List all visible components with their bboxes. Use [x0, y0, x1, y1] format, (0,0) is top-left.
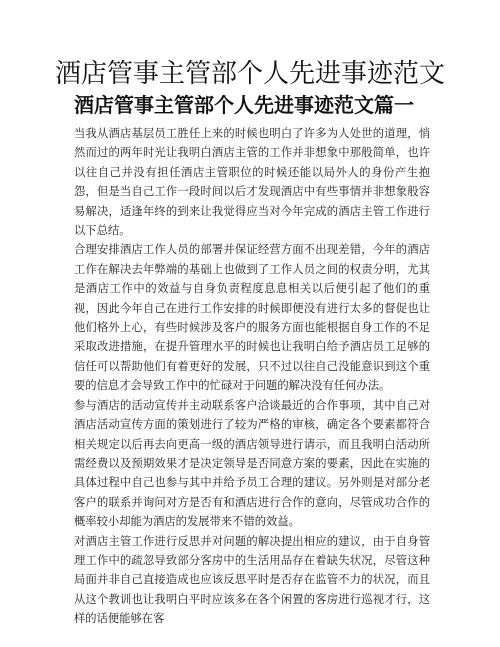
section-heading: 酒店管事主管部个人先进事迹范文篇一 [74, 93, 414, 117]
paragraph-4: 对酒店主管工作进行反思并对问题的解决提出相应的建议，由于自身管理工作中的疏忽导致部分客房中的生活用品存在着缺失状况，尽管这种局面并非自己直接造成也应该反思平时是否存在监管不力的状况，而且从这个教训也让我明白平时应该多在各个闲置的客房进行巡视才行，这样的话便能够在客 [74, 534, 430, 626]
document-title: 酒店管事主管部个人先进事迹范文 [54, 59, 445, 89]
paragraph-1: 当我从酒店基层员工胜任上来的时候也明白了许多为人处世的道理，悄然而过的两年时光让我明白酒店主管的工作并非想象中那般简单，也许以往自己并没有担任酒店主管职位的时候还能以局外人的身份产生抱怨，但是当自己工作一段时间以后才发现酒店中有些事情并非想象般容易解决，适逢年终的到来让我觉得应当对今年完成的酒店主管工作进行以下总结。 [74, 127, 430, 238]
paragraph-3: 参与酒店的活动宣传并主动联系客户洽谈最近的合作事项，其中自己对酒店活动宣传方面的策划进行了较为严格的审核，确定各个要素都符合相关规定以后再去向更高一级的酒店领导进行请示，而且我明白活动所需经费以及预期效果才是决定领导是否同意方案的要素，因此在实施的具体过程中自己也参与其中并给予员工合理的建议。另外则是对部分老客户的联系并询问对方是否有和酒店进行合作的意向，尽管成功合作的概率较小却能为酒店的发展带来不错的效益。 [74, 398, 430, 529]
paragraph-2: 合理安排酒店工作人员的部署并保证经营方面不出现差错，今年的酒店工作在解决去年弊端的基础上也做到了工作人员之间的权责分明，尤其是酒店工作中的效益与自身负责程度息息相关以后便引起了他们的重视，因此今年自己在进行工作安排的时候即便没有进行太多的督促也让他们格外上心，有些时候涉及客户的服务方面也能根据自身工作的不足采取改进措施，在提升管理水平的时候也让我明白给予酒店员工足够的信任可以帮助他们有着更好的发展，只不过以往自己没能意识到这个重要的信息才会导致工作中的忙碌对于问题的解决没有任何办法。 [74, 243, 430, 393]
document-body [74, 124, 430, 629]
